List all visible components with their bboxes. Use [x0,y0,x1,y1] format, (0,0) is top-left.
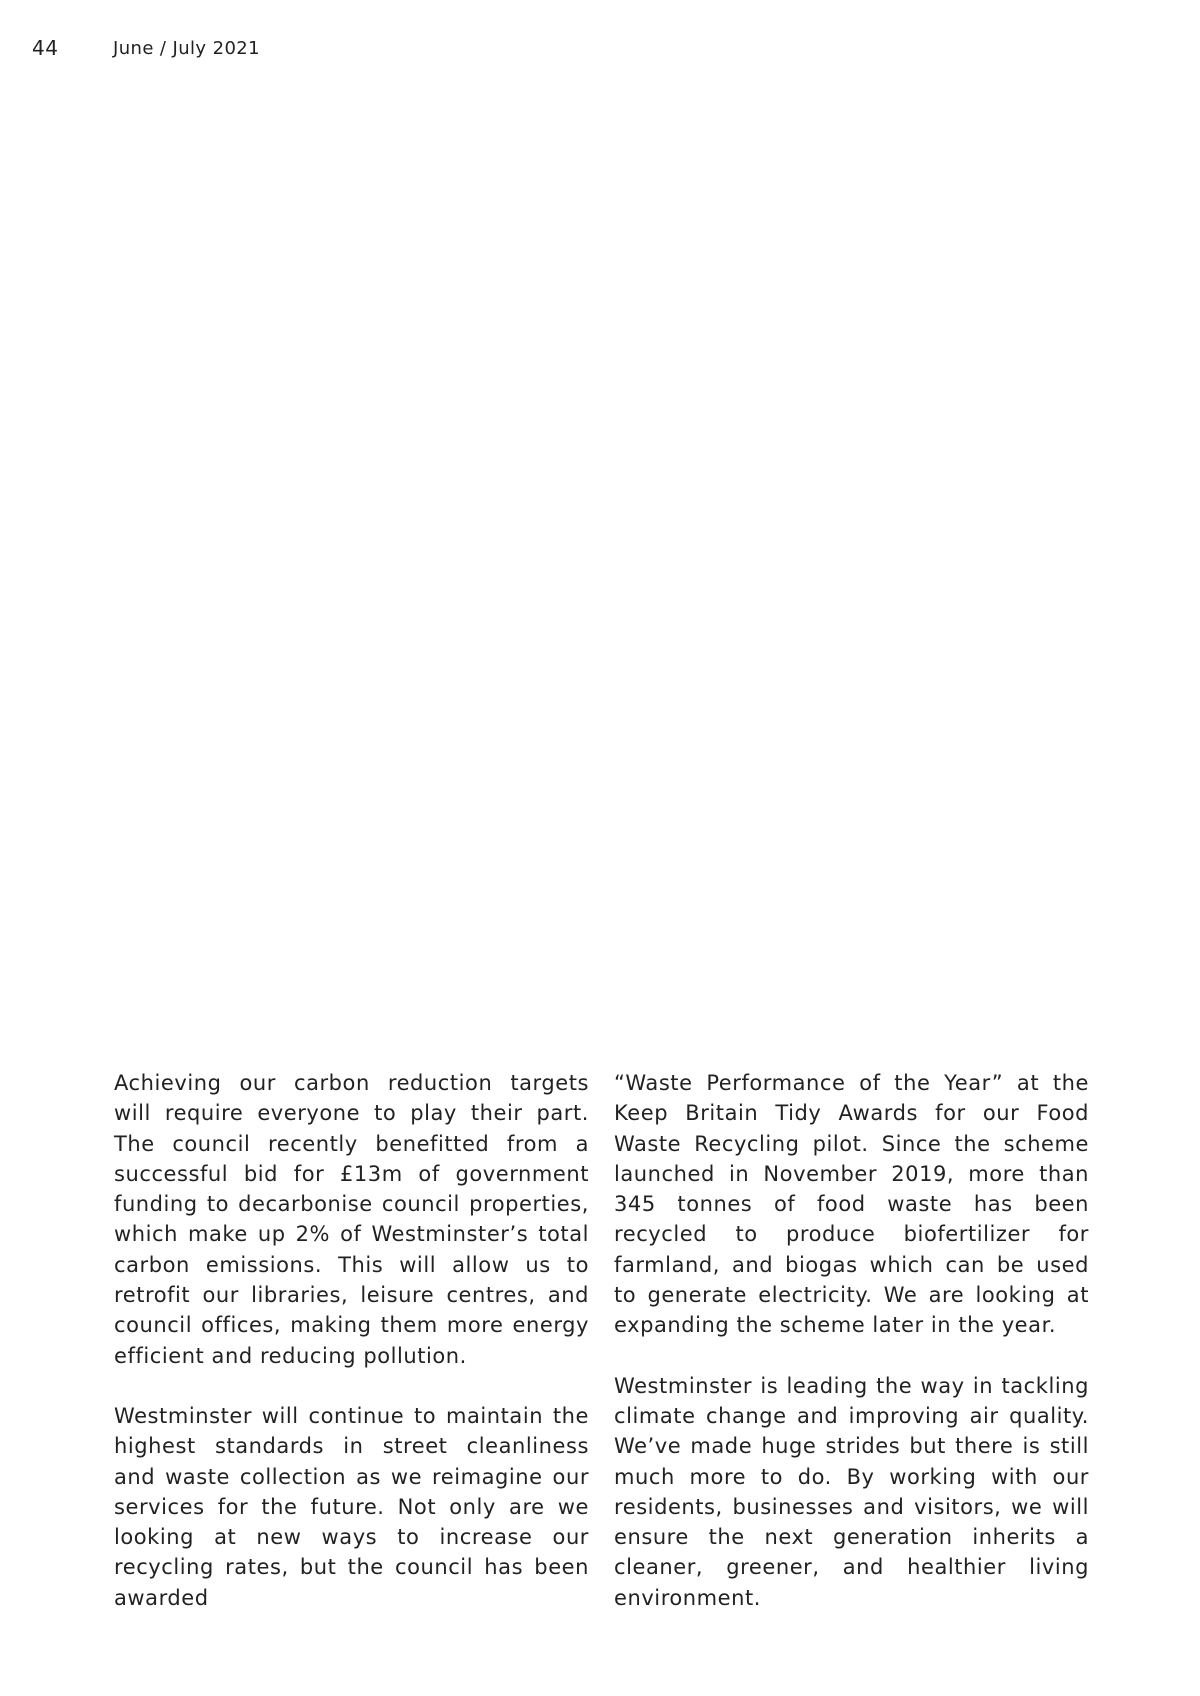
issue-date: June / July 2021 [113,38,261,59]
article-paragraph: Westminster will continue to maintain the highest standards in street cleanliness and waste collection as we reimagine our services for the future. Not only are we looking at new ways to increase our recycling rates, but the council has been awarded [114,1403,589,1610]
article-paragraph: Westminster is leading the way in tackling climate change and improving air quality. We’ve made huge strides but there is still much more to do. By working with our residents, businesses and visitors, we will ensure the next generation inherits a cleaner, greener, and healthier living environment. [614,1373,1089,1610]
article-paragraph: Achieving our carbon reduction targets will require everyone to play their part. The council recently benefitted from a successful bid for £13m of government funding to decarbonise council properties, which make up 2% of Westminster’s total carbon emissions. This will allow us to retrofit our libraries, leisure centres, and council offices, making them more energy efficient and reducing pollution. [114,1071,589,1368]
london-street-scene-image: 139 TARZAN 3 [148,599,891,683]
article-column-right [614,1068,1089,1613]
article-paragraph: “Waste Performance of the Year” at the Keep Britain Tidy Awards for our Food Waste Recycling pilot. Since the scheme launched in November 2019, more than 345 tonnes of food waste has been recycled to produce biofertilizer for farmland, and biogas which can be used to generate electricity. We are looking at expanding the scheme later in the year. [614,1071,1089,1338]
page-number: 44 [32,36,59,60]
article-column-left [114,1068,589,1613]
